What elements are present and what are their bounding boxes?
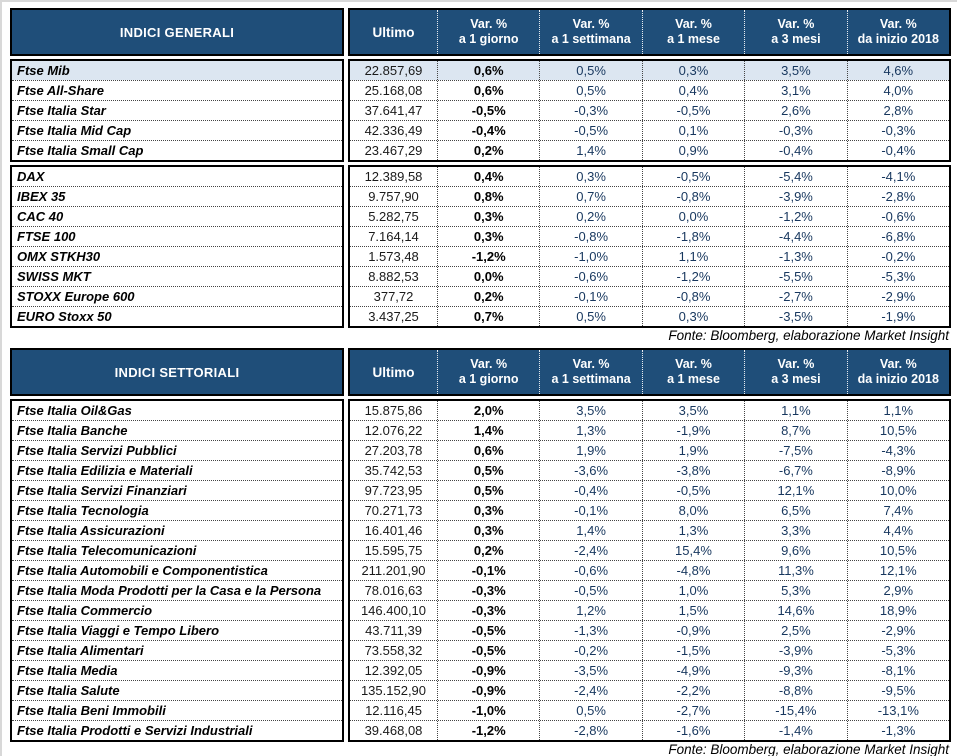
var-percent-value: 0,5% [539,81,641,100]
ultimo-value: 9.757,90 [368,189,419,204]
var-percent-value: 1,1% [847,401,949,420]
var-percent-value: 15,4% [642,541,744,560]
var-percent-value: -3,5% [539,661,641,680]
var-percent-value: -0,1% [539,501,641,520]
table-row-values [350,440,949,460]
var-percent-value: 3,1% [744,81,846,100]
var-percent-value: -2,9% [847,621,949,640]
var-percent-value: -2,8% [539,721,641,740]
ultimo-value: 15.595,75 [364,543,423,558]
ultimo-value: 12.389,58 [364,169,423,184]
var-percent-value: 1,4% [437,421,539,440]
index-name-column [10,165,344,328]
var-percent-value: -5,3% [847,641,949,660]
var-percent-value: 0,3% [437,227,539,246]
row-label: Ftse Italia Viaggi e Tempo Libero [12,620,342,640]
table-row-values [350,560,949,580]
column-header-var: Var. % a 1 mese [642,10,744,54]
var-percent-value: -1,2% [744,207,846,226]
var-percent-value: 1,9% [539,441,641,460]
var-percent-value: -0,4% [437,121,539,140]
column-header-var: Var. % a 1 giorno [437,350,539,394]
row-label: Ftse Italia Oil&Gas [17,403,132,418]
ultimo-value: 78.016,63 [364,583,423,598]
var-percent-value: -0,3% [437,581,539,600]
table-row-values [350,167,949,186]
var-percent-value: -0,5% [437,101,539,120]
var-percent-value: 12,1% [744,481,846,500]
var-percent-value: -0,5% [539,581,641,600]
ultimo-value: 377,72 [373,289,414,304]
var-percent-value: 8,7% [744,421,846,440]
table-indici-generali [10,8,949,328]
ultimo-value: 7.164,14 [368,229,419,244]
ultimo-value: 23.467,29 [364,143,423,158]
var-percent-value: -13,1% [847,701,949,720]
var-percent-value: 0,2% [437,141,539,160]
var-percent-value: -8,8% [744,681,846,700]
var-percent-value: -8,9% [847,461,949,480]
var-percent-value: -6,8% [847,227,949,246]
var-percent-value: 1,1% [744,401,846,420]
var-percent-value: 0,5% [539,701,641,720]
table-row-values [350,401,949,420]
column-header-ultimo: Ultimo [372,24,415,40]
var-percent-value: 7,4% [847,501,949,520]
column-header-var: Var. % a 3 mesi [744,10,846,54]
row-label: FTSE 100 [12,226,342,246]
var-percent-value: -1,2% [437,247,539,266]
source-note: Fonte: Bloomberg, elaborazione Market Insight [668,742,949,756]
var-percent-value: 10,5% [847,541,949,560]
var-percent-value: 1,1% [642,247,744,266]
table-row-values [350,226,949,246]
table-row-values [350,480,949,500]
column-header-var: Var. % a 1 settimana [539,10,641,54]
var-percent-value: -0,8% [642,287,744,306]
var-percent-value: -0,5% [642,481,744,500]
row-label: DAX [17,169,45,184]
row-label: Ftse Italia Media [12,660,342,680]
var-percent-value: -1,6% [642,721,744,740]
var-percent-value: 0,2% [437,287,539,306]
row-label: CAC 40 [12,206,342,226]
var-percent-value: -7,5% [744,441,846,460]
var-percent-value: 6,5% [744,501,846,520]
table-row-values [350,660,949,680]
column-header-row [348,348,951,396]
row-label: Ftse Italia Prodotti e Servizi Industriali [12,720,342,740]
row-label: Ftse Italia Assicurazioni [12,520,342,540]
var-percent-value: 0,8% [437,187,539,206]
var-percent-value: -1,2% [437,721,539,740]
row-label: OMX STKH30 [12,246,342,266]
var-percent-value: 18,9% [847,601,949,620]
column-header-var: Var. % a 1 giorno [437,10,539,54]
row-label: EURO Stoxx 50 [12,306,342,326]
var-percent-value: 0,5% [437,481,539,500]
var-percent-value: 0,3% [437,501,539,520]
var-percent-value: -0,9% [437,661,539,680]
var-percent-value: 0,7% [437,307,539,326]
var-percent-value: -2,4% [539,541,641,560]
row-label: Ftse Italia Servizi Pubblici [12,440,342,460]
row-label: Ftse Italia Mid Cap [12,120,342,140]
var-percent-value: -1,3% [539,621,641,640]
column-header-var: Var. % a 1 mese [642,350,744,394]
index-name-column [10,399,344,742]
table-row-values [350,540,949,560]
var-percent-value: 0,3% [437,521,539,540]
var-percent-value: 0,6% [437,441,539,460]
var-percent-value: -1,9% [642,421,744,440]
table-title: INDICI GENERALI [10,8,344,56]
row-label: Ftse Italia Small Cap [12,140,342,160]
table-row-values [350,460,949,480]
var-percent-value: -0,5% [642,101,744,120]
row-label: Ftse Mib [12,61,342,80]
var-percent-value: -9,5% [847,681,949,700]
var-percent-value: 5,3% [744,581,846,600]
var-percent-value: 0,5% [539,61,641,80]
table-row-values [350,680,949,700]
var-percent-value: 9,6% [744,541,846,560]
var-percent-value: -4,3% [847,441,949,460]
var-percent-value: -8,1% [847,661,949,680]
column-header-var: Var. % da inizio 2018 [847,350,949,394]
var-percent-value: -3,5% [744,307,846,326]
var-percent-value: -4,9% [642,661,744,680]
var-percent-value: 4,4% [847,521,949,540]
table-row-values [350,186,949,206]
var-percent-value: 1,3% [539,421,641,440]
table-grid [10,8,949,328]
var-percent-value: -3,9% [744,187,846,206]
table-row-values [350,80,949,100]
var-percent-value: -0,9% [437,681,539,700]
row-label: Ftse Italia Star [12,100,342,120]
var-percent-value: -2,2% [642,681,744,700]
ultimo-value: 12.076,22 [364,423,423,438]
ultimo-value: 27.203,78 [364,443,423,458]
var-percent-value: 1,4% [539,141,641,160]
row-label: IBEX 35 [12,186,342,206]
var-percent-value: 12,1% [847,561,949,580]
row-label: SWISS MKT [12,266,342,286]
row-label: Ftse Italia Telecomunicazioni [12,540,342,560]
var-percent-value: -15,4% [744,701,846,720]
var-percent-value: 0,9% [642,141,744,160]
var-percent-value: -0,1% [437,561,539,580]
table-grid [10,348,949,742]
row-label: Ftse Italia Commercio [12,600,342,620]
var-percent-value: 2,9% [847,581,949,600]
var-percent-value: -1,3% [847,721,949,740]
var-percent-value: 1,5% [642,601,744,620]
ultimo-value: 1.573,48 [368,249,419,264]
table-row-values [350,700,949,720]
var-percent-value: 4,6% [847,61,949,80]
index-name-column [10,59,344,162]
var-percent-value: -5,3% [847,267,949,286]
table-row-values [350,720,949,740]
var-percent-value: -0,4% [847,141,949,160]
row-label: Ftse Italia Tecnologia [12,500,342,520]
var-percent-value: -5,4% [744,167,846,186]
var-percent-value: -0,6% [539,267,641,286]
var-percent-value: 0,5% [437,461,539,480]
var-percent-value: -0,4% [744,141,846,160]
var-percent-value: 0,0% [437,267,539,286]
table-row-values [350,206,949,226]
var-percent-value: -0,1% [539,287,641,306]
var-percent-value: 14,6% [744,601,846,620]
var-percent-value: 0,6% [437,61,539,80]
ultimo-value: 16.401,46 [364,523,423,538]
var-percent-value: -0,3% [437,601,539,620]
var-percent-value: 2,0% [437,401,539,420]
var-percent-value: 2,6% [744,101,846,120]
var-percent-value: 3,3% [744,521,846,540]
var-percent-value: -0,5% [437,641,539,660]
var-percent-value: -1,8% [642,227,744,246]
var-percent-value: -0,4% [539,481,641,500]
var-percent-value: -2,4% [539,681,641,700]
var-percent-value: 0,2% [539,207,641,226]
index-values-column [348,399,951,742]
table-indici-settoriali [10,348,949,742]
var-percent-value: -3,8% [642,461,744,480]
var-percent-value: -4,1% [847,167,949,186]
var-percent-value: -9,3% [744,661,846,680]
var-percent-value: 0,3% [437,207,539,226]
var-percent-value: -0,5% [642,167,744,186]
table-row-values [350,246,949,266]
var-percent-value: 3,5% [539,401,641,420]
ultimo-value: 42.336,49 [364,123,423,138]
var-percent-value: -1,0% [539,247,641,266]
var-percent-value: 0,4% [642,81,744,100]
var-percent-value: -0,5% [437,621,539,640]
var-percent-value: 0,3% [642,307,744,326]
index-values-column [348,59,951,162]
var-percent-value: -0,3% [744,121,846,140]
var-percent-value: -0,5% [539,121,641,140]
var-percent-value: -0,3% [847,121,949,140]
var-percent-value: -3,9% [744,641,846,660]
var-percent-value: -0,8% [642,187,744,206]
table-row-values [350,500,949,520]
ultimo-value: 5.282,75 [368,209,419,224]
row-label: STOXX Europe 600 [12,286,342,306]
table-row-values [350,266,949,286]
ultimo-value: 25.168,08 [364,83,423,98]
var-percent-value: -0,6% [539,561,641,580]
var-percent-value: -1,9% [847,307,949,326]
row-label: Ftse Italia Beni Immobili [12,700,342,720]
column-header-var: Var. % da inizio 2018 [847,10,949,54]
var-percent-value: 1,3% [642,521,744,540]
row-label: Ftse Italia Banche [12,420,342,440]
var-percent-value: -4,8% [642,561,744,580]
row-label: Ftse Italia Automobili e Componentistica [12,560,342,580]
table-row-values [350,640,949,660]
table-row-values [350,520,949,540]
ultimo-value: 12.392,05 [364,663,423,678]
var-percent-value: 3,5% [642,401,744,420]
source-note: Fonte: Bloomberg, elaborazione Market Insight [668,328,949,343]
var-percent-value: 1,9% [642,441,744,460]
var-percent-value: 0,7% [539,187,641,206]
table-row-values [350,420,949,440]
table-row-values [350,140,949,160]
row-label: Ftse Italia Servizi Finanziari [12,480,342,500]
ultimo-value: 15.875,86 [364,403,423,418]
ultimo-value: 12.116,45 [365,703,422,718]
var-percent-value: -2,8% [847,187,949,206]
ultimo-value: 146.400,10 [360,603,427,618]
ultimo-value: 43.711,39 [365,623,422,638]
table-row-values [350,120,949,140]
var-percent-value: -4,4% [744,227,846,246]
var-percent-value: 11,3% [744,561,846,580]
var-percent-value: 0,6% [437,81,539,100]
var-percent-value: -1,2% [642,267,744,286]
index-values-column [348,165,951,328]
ultimo-value: 39.468,08 [364,723,423,738]
var-percent-value: 0,3% [642,61,744,80]
ultimo-value: 35.742,53 [364,463,423,478]
var-percent-value: 0,2% [437,541,539,560]
var-percent-value: 0,0% [642,207,744,226]
var-percent-value: -1,4% [744,721,846,740]
var-percent-value: -0,2% [539,641,641,660]
var-percent-value: 3,5% [744,61,846,80]
table-row-values [350,580,949,600]
row-label: Ftse Italia Alimentari [12,640,342,660]
var-percent-value: -0,8% [539,227,641,246]
column-header-ultimo: Ultimo [372,364,415,380]
ultimo-value: 73.558,32 [364,643,423,658]
ultimo-value: 97.723,95 [364,483,423,498]
var-percent-value: 10,5% [847,421,949,440]
var-percent-value: -0,3% [539,101,641,120]
var-percent-value: 0,1% [642,121,744,140]
ultimo-value: 22.857,69 [364,63,423,78]
column-header-var: Var. % a 3 mesi [744,350,846,394]
var-percent-value: -6,7% [744,461,846,480]
table-row-values [350,61,949,80]
row-label: Ftse All-Share [12,80,342,100]
row-label: Ftse Italia Salute [12,680,342,700]
var-percent-value: 0,3% [539,167,641,186]
var-percent-value: 2,5% [744,621,846,640]
table-row-values [350,306,949,326]
var-percent-value: 0,4% [437,167,539,186]
var-percent-value: 2,8% [847,101,949,120]
var-percent-value: -1,3% [744,247,846,266]
ultimo-value: 8.882,53 [368,269,419,284]
ultimo-value: 37.641,47 [364,103,423,118]
var-percent-value: 1,4% [539,521,641,540]
table-row-values [350,600,949,620]
var-percent-value: 4,0% [847,81,949,100]
var-percent-value: -2,7% [642,701,744,720]
var-percent-value: -2,7% [744,287,846,306]
ultimo-value: 211.201,90 [361,563,426,578]
var-percent-value: -2,9% [847,287,949,306]
ultimo-value: 3.437,25 [368,309,419,324]
row-label: Ftse Italia Edilizia e Materiali [12,460,342,480]
var-percent-value: 10,0% [847,481,949,500]
table-row-values [350,286,949,306]
var-percent-value: -0,6% [847,207,949,226]
var-percent-value: -3,6% [539,461,641,480]
var-percent-value: 1,2% [539,601,641,620]
ultimo-value: 135.152,90 [360,683,427,698]
var-percent-value: 1,0% [642,581,744,600]
var-percent-value: 0,5% [539,307,641,326]
column-header-row [348,8,951,56]
ultimo-value: 70.271,73 [364,503,423,518]
var-percent-value: -5,5% [744,267,846,286]
table-row-values [350,620,949,640]
var-percent-value: -1,5% [642,641,744,660]
row-label: Ftse Italia Moda Prodotti per la Casa e la Persona [12,580,342,600]
var-percent-value: -0,9% [642,621,744,640]
column-header-var: Var. % a 1 settimana [539,350,641,394]
var-percent-value: -0,2% [847,247,949,266]
table-title: INDICI SETTORIALI [10,348,344,396]
var-percent-value: 8,0% [642,501,744,520]
var-percent-value: -1,0% [437,701,539,720]
table-row-values [350,100,949,120]
